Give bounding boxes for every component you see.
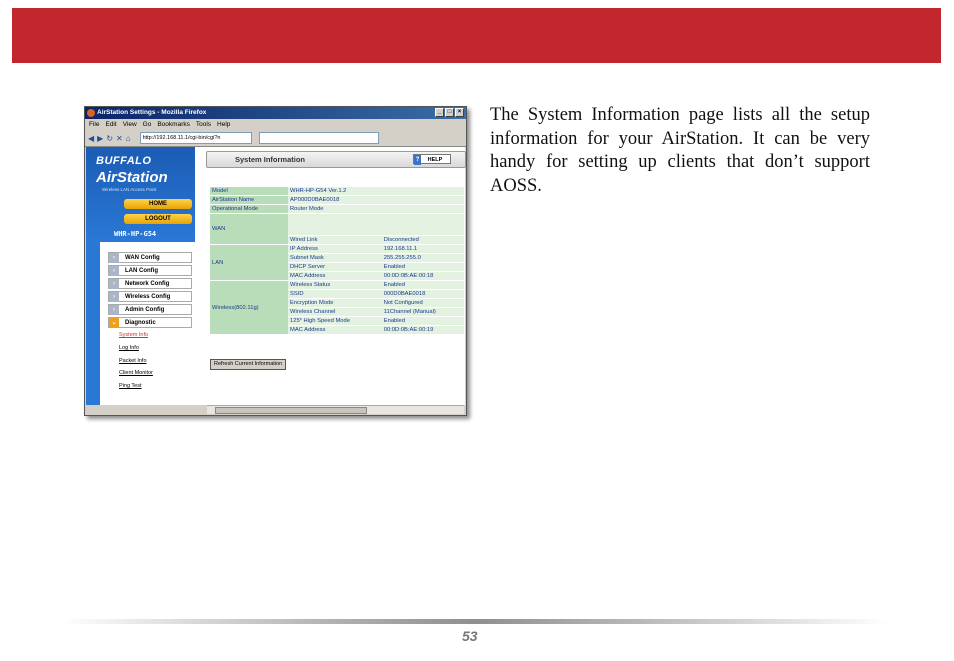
page-number: 53 xyxy=(462,628,478,644)
row-value: Not Configured xyxy=(382,299,464,308)
row-value: Enabled xyxy=(382,317,464,326)
row-key: SSID xyxy=(288,290,382,299)
window-controls xyxy=(435,108,464,117)
body-paragraph: The System Information page lists all the setup information for your AirStation. It can be very handy for setting up clients that don’t support AOSS. xyxy=(490,105,870,196)
row-key: Wired Link xyxy=(288,235,382,244)
menu-edit[interactable]: Edit xyxy=(105,121,117,128)
row-value: Enabled xyxy=(382,263,464,272)
system-info-panel xyxy=(206,147,466,405)
reload-icon[interactable]: ↻ xyxy=(106,133,114,143)
row-key: Encryption Mode xyxy=(288,299,382,308)
back-icon[interactable]: ◀ xyxy=(88,133,95,143)
panel-header xyxy=(206,151,466,168)
stop-icon[interactable]: ✕ xyxy=(116,133,123,143)
help-button[interactable]: ? HELP xyxy=(413,154,451,164)
model-tag: WHR-HP-G54 xyxy=(114,230,157,238)
row-value: WHR-HP-G54 Ver.1.2 xyxy=(288,187,464,196)
url-input[interactable]: http://192.168.11.1/cgi-bin/cgi?n xyxy=(140,132,252,144)
menu-bookmarks[interactable]: Bookmarks xyxy=(157,121,190,128)
router-sidebar xyxy=(86,147,195,405)
arrow-icon: › xyxy=(109,292,119,302)
browser-screenshot xyxy=(84,106,467,416)
row-key: Wireless Status xyxy=(288,281,382,290)
row-label: Wireless(802.11g) xyxy=(210,281,288,335)
system-info-table xyxy=(210,187,464,335)
search-input[interactable] xyxy=(259,132,379,144)
browser-toolbar xyxy=(85,130,466,147)
row-key: 125* High Speed Mode xyxy=(288,317,382,326)
sidebar-item-admin-config[interactable]: › Admin Config xyxy=(108,304,192,315)
row-value: Enabled xyxy=(382,281,464,290)
browser-menubar xyxy=(85,119,466,130)
sidebar-item-diagnostic[interactable]: ⌄ Diagnostic xyxy=(108,317,192,328)
logout-button[interactable]: LOGOUT xyxy=(124,214,192,224)
maximize-icon[interactable]: □ xyxy=(445,108,454,117)
refresh-button[interactable]: Refresh Current Information xyxy=(210,359,286,370)
sidebar-item-network-config[interactable]: › Network Config xyxy=(108,278,192,289)
forward-icon[interactable]: ▶ xyxy=(97,133,104,143)
sub-item-client-monitor[interactable]: Client Monitor xyxy=(119,370,153,376)
menu-tools[interactable]: Tools xyxy=(195,121,212,128)
home-icon[interactable]: ⌂ xyxy=(125,133,131,143)
row-key: DHCP Server xyxy=(288,263,382,272)
home-button[interactable]: HOME xyxy=(124,199,192,209)
browser-titlebar xyxy=(85,107,466,119)
sub-item-log-info[interactable]: Log Info xyxy=(119,345,139,351)
header-bar xyxy=(12,8,941,63)
table-row xyxy=(210,187,464,196)
arrow-icon: › xyxy=(109,253,119,263)
row-key: Subnet Mask xyxy=(288,254,382,263)
sub-item-ping-test[interactable]: Ping Test xyxy=(119,383,142,389)
row-value xyxy=(288,214,464,236)
arrow-icon: › xyxy=(109,305,119,315)
row-value: 00:0D:0B:AE:00:19 xyxy=(382,326,464,335)
table-row xyxy=(210,281,464,290)
row-key: IP Address xyxy=(288,245,382,254)
product-logo: AirStation xyxy=(96,169,168,186)
row-label: LAN xyxy=(210,245,288,281)
row-value: 000D0BAE0018 xyxy=(382,290,464,299)
sidebar-edge xyxy=(86,242,100,405)
row-value: 255.255.255.0 xyxy=(382,254,464,263)
page-title: System Information xyxy=(235,155,306,164)
arrow-icon: › xyxy=(109,266,119,276)
product-tagline: Wireless LAN Access Point xyxy=(102,187,157,192)
sidebar-item-wan-config[interactable]: › WAN Config xyxy=(108,252,192,263)
menu-help[interactable]: Help xyxy=(217,121,231,128)
row-label: Operational Mode xyxy=(210,205,288,214)
table-row xyxy=(210,205,464,214)
sidebar-item-wireless-config[interactable]: › Wireless Config xyxy=(108,291,192,302)
close-icon[interactable]: × xyxy=(455,108,464,117)
row-value: Disconnected xyxy=(382,235,464,244)
sidebar-item-lan-config[interactable]: › LAN Config xyxy=(108,265,192,276)
row-value: 192.168.11.1 xyxy=(382,245,464,254)
row-value: AP000D0BAE0018 xyxy=(288,196,464,205)
menu-view[interactable]: View xyxy=(122,121,137,128)
sub-item-system-info[interactable]: System Info xyxy=(119,332,149,338)
arrow-down-icon: ⌄ xyxy=(109,318,119,328)
page-content xyxy=(86,147,465,405)
footer-divider xyxy=(60,619,890,624)
browser-title: AirStation Settings - Mozilla Firefox xyxy=(97,109,207,116)
row-key: Wireless Channel xyxy=(288,308,382,317)
scrollbar-thumb[interactable] xyxy=(215,407,367,414)
menu-go[interactable]: Go xyxy=(142,121,152,128)
brand-logo: BUFFALO xyxy=(96,155,152,167)
row-key: MAC Address xyxy=(288,272,382,281)
table-row xyxy=(210,214,464,236)
horizontal-scrollbar[interactable] xyxy=(207,405,464,414)
menu-file[interactable]: File xyxy=(89,121,100,128)
sub-item-packet-info[interactable]: Packet Info xyxy=(119,358,147,364)
row-label: AirStation Name xyxy=(210,196,288,205)
table-row xyxy=(210,245,464,254)
row-key: MAC Address xyxy=(288,326,382,335)
table-row xyxy=(210,196,464,205)
arrow-icon: › xyxy=(109,279,119,289)
minimize-icon[interactable]: _ xyxy=(435,108,444,117)
row-value: 11Channel (Manual) xyxy=(382,308,464,317)
row-label: WAN xyxy=(210,214,288,245)
row-value: 00:0D:0B:AE:00:18 xyxy=(382,272,464,281)
row-value: Router Mode xyxy=(288,205,464,214)
row-label: Model xyxy=(210,187,288,196)
firefox-icon xyxy=(87,109,95,117)
